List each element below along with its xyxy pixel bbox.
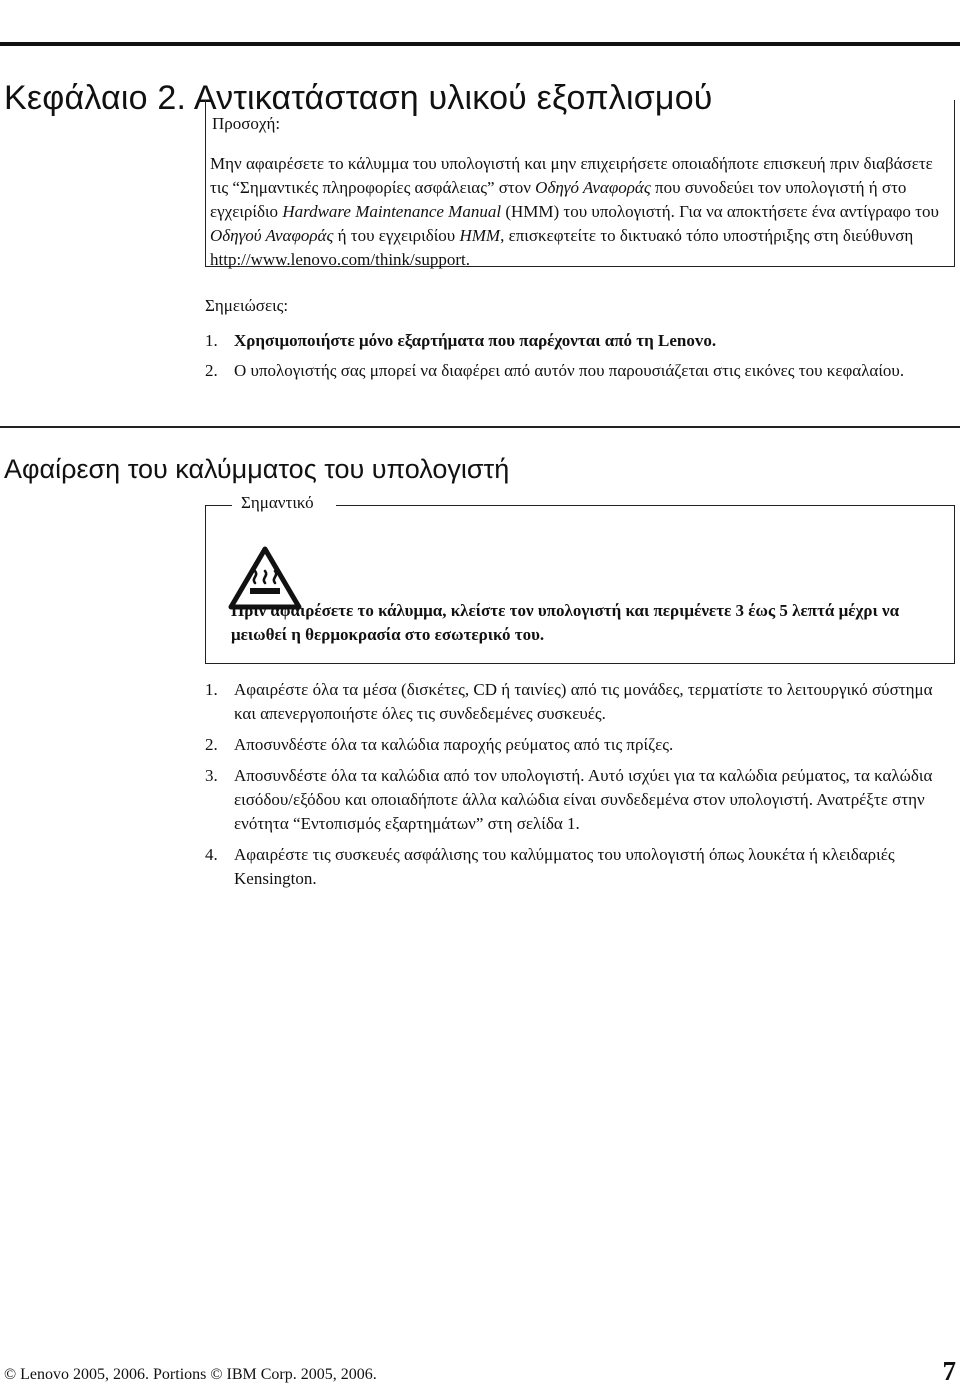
step-item [205, 764, 945, 836]
step-number: 2. [205, 735, 218, 754]
important-label: Σημαντικό [241, 493, 314, 512]
chapter-top-rule [0, 42, 960, 46]
page-number: 7 [942, 1356, 956, 1386]
caution-text-part: (HMM) του υπολογιστή. Για να αποκτήσετε ένα αντίγραφο του [501, 202, 939, 221]
note-item [205, 329, 935, 353]
section-rule [0, 426, 960, 428]
step-item [205, 678, 945, 726]
caution-text-part: ή του εγχειριδίου [333, 226, 460, 245]
caution-ref-reference-guide: Οδηγό Αναφοράς [535, 178, 651, 197]
step-item [205, 843, 945, 891]
important-box-top-left-border [206, 505, 232, 506]
caution-ref-hmm: HMM [459, 226, 501, 245]
notes-title: Σημειώσεις: [205, 296, 289, 315]
caution-text-part: , επισκεφτείτε το δικτυακό τόπο υποστήριξης στη διεύθυνση http://www.lenovo.com/think/support. [210, 226, 914, 269]
note-number: 1. [205, 331, 218, 350]
important-box-top-right-border [336, 505, 954, 506]
important-text: Πριν αφαιρέσετε το κάλυμμα, κλείστε τον υπολογιστή και περιμένετε 3 έως 5 λεπτά μέχρι να μειωθεί η θερμοκρασία στο εσωτερικό του. [231, 601, 900, 644]
note-number: 2. [205, 361, 218, 380]
caution-text-part: Μην αφαιρέσετε το κάλυμμα του υπολογιστή και μην επιχειρήσετε οποιαδήποτε επισκευή πριν διαβάσετε τις “Σημαντικές πληροφορίες ασφάλειας” στον [210, 154, 933, 197]
caution-label: Προσοχή: [212, 114, 281, 133]
step-text: Αφαιρέστε όλα τα μέσα (δισκέτες, CD ή ταινίες) από τις μονάδες, τερματίστε το λειτουργικό σύστημα και απενεργοποιήστε όλες τις συνδεδεμένες συσκευές. [234, 680, 933, 723]
step-number: 3. [205, 766, 218, 785]
note-item [205, 359, 935, 383]
important-box [205, 493, 955, 664]
chapter-title: Κεφάλαιο 2. Αντικατάσταση υλικού εξοπλισμού [4, 78, 713, 117]
step-number: 4. [205, 845, 218, 864]
step-text: Αποσυνδέστε όλα τα καλώδια παροχής ρεύματος από τις πρίζες. [234, 735, 674, 754]
footer-copyright: © Lenovo 2005, 2006. Portions © IBM Corp. 2005, 2006. [4, 1366, 377, 1383]
step-text: Αφαιρέστε τις συσκευές ασφάλισης του καλύμματος του υπολογιστή όπως λουκέτα ή κλειδαριές Kensington. [234, 845, 895, 888]
caution-text-part: που συνοδεύει τον υπολογιστή ή στο εγχειρίδιο [210, 178, 907, 221]
note-text: Ο υπολογιστής σας μπορεί να διαφέρει από αυτόν που παρουσιάζεται στις εικόνες του κεφαλαίου. [234, 361, 905, 380]
step-text: Αποσυνδέστε όλα τα καλώδια από τον υπολογιστή. Αυτό ισχύει για τα καλώδια ρεύματος, τα καλώδια εισόδου/εξόδου και οποιαδήποτε άλλα καλώδια είναι συνδεδεμένα στον υπολογιστή. Ανατρέξτε στην ενότητα “Εντοπισμός εξαρτημάτων” στη σελίδα 1. [234, 766, 933, 833]
caution-ref-reference-guide-2: Οδηγού Αναφοράς [210, 226, 334, 245]
steps-list [205, 678, 945, 898]
caution-ref-hmm-title: Hardware Maintenance Manual [282, 202, 502, 221]
step-item [205, 733, 945, 757]
note-text: Χρησιμοποιήστε μόνο εξαρτήματα που παρέχονται από τη Lenovo. [234, 331, 717, 350]
section-title: Αφαίρεση του καλύμματος του υπολογιστή [4, 454, 510, 485]
caution-text [210, 152, 946, 272]
step-number: 1. [205, 680, 218, 699]
caution-box [205, 100, 955, 267]
notes-list [205, 329, 935, 389]
